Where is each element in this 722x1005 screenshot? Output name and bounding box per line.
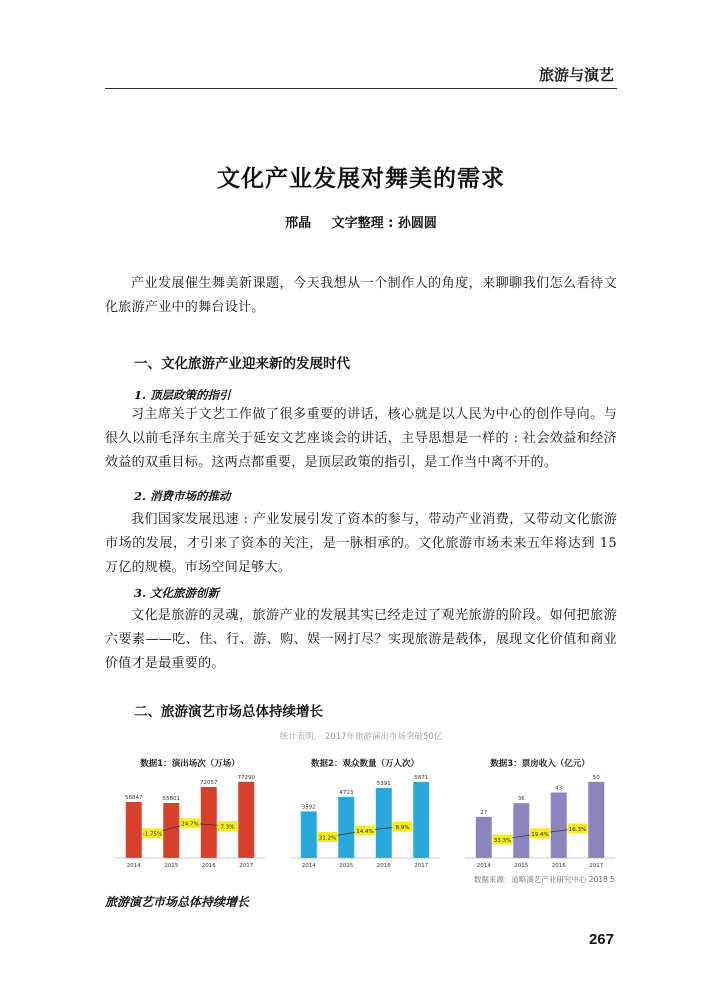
- chart-2-bar: [301, 811, 317, 858]
- chart-3-category-label: 2016: [551, 863, 566, 869]
- byline: [0, 212, 722, 231]
- chart-1-bar: [163, 803, 179, 858]
- chart-1-value-label: 72057: [200, 779, 218, 786]
- chart-1-bar: [126, 802, 142, 858]
- bar-charts-svg: [105, 728, 617, 888]
- chart-2-value-label: 4713: [339, 789, 354, 796]
- chart-1-category-label: 2014: [126, 863, 141, 869]
- paragraph-3: 文化是旅游的灵魂，旅游产业的发展其实已经走过了观光旅游的阶段。如何把旅游六要素——吃、住、行、游、购、娱一网打尽？实现旅游是载体，展现文化价值和商业价值才是最重要的。: [105, 608, 617, 671]
- chart-1-category-label: 2017: [239, 863, 254, 869]
- chart-1-category-label: 2016: [201, 863, 216, 869]
- chart-3-bar: [513, 803, 529, 858]
- market-growth-figure: [105, 728, 617, 888]
- chart-2-value-label: 3592: [301, 804, 316, 811]
- running-header: 旅游与演艺: [538, 66, 614, 84]
- chart-1-growth-label: 7.3%: [220, 824, 235, 831]
- chart-3-bar: [588, 782, 604, 858]
- subheading-3: 3. 文化旅游创新: [134, 586, 220, 600]
- chart-3-bar: [551, 792, 567, 858]
- chart-2-growth-label: 14.4%: [356, 828, 374, 835]
- chart-1-bar: [201, 787, 217, 858]
- chart-1-growth-label: 24.7%: [181, 821, 199, 828]
- chart-3-value-label: 36: [517, 796, 525, 803]
- chart-3-category-label: 2015: [514, 863, 529, 869]
- chart-1-bar: [238, 782, 254, 858]
- section-1-heading: 一、文化旅游产业迎来新的发展时代: [134, 356, 350, 372]
- chart-2-bar: [413, 782, 429, 858]
- paragraph-2: 我们国家发展迅速 : 产业发展引发了资本的参与，带动产业消费，又带动文化旅游市场的发展，才引来了资本的关注，是一脉相承的。文化旅游市场未来五年将达到 15 万亿的规模。市场空间足够大。: [105, 512, 617, 575]
- subheading-1: 1. 顶层政策的指引: [134, 388, 231, 402]
- section-2-heading: 二、旅游演艺市场总体持续增长: [134, 704, 323, 720]
- author-name: 邢晶: [285, 216, 312, 231]
- figure-caption: 旅游演艺市场总体持续增长: [105, 895, 250, 909]
- editor-credit: 文字整理 : 孙圆圆: [331, 216, 437, 231]
- chart-2-value-label: 5391: [376, 781, 391, 788]
- chart-3-bar: [476, 817, 492, 858]
- chart-1-category-label: 2015: [164, 863, 179, 869]
- header-rule: [105, 88, 617, 89]
- chart-3-growth-label: 19.4%: [531, 831, 549, 838]
- chart-3-category-label: 2017: [589, 863, 604, 869]
- figure-source: 数据来源：道略演艺产业研究中心 2018.5: [473, 875, 615, 884]
- chart-2-bar: [338, 797, 354, 858]
- chart-2-category-label: 2017: [414, 863, 429, 869]
- chart-2-growth-label: 31.2%: [318, 835, 337, 842]
- figure-top-note: 统计表明， 2017年旅游演出市场突破50亿: [279, 732, 443, 742]
- chart-1-value-label: 55801: [162, 795, 180, 802]
- chart-3-growth-label: 33.3%: [493, 837, 512, 844]
- chart-1-growth-label: -1.75%: [142, 831, 163, 838]
- chart-2-category-label: 2014: [301, 863, 316, 869]
- chart-3-value-label: 27: [480, 809, 488, 816]
- page-number: 267: [588, 931, 614, 948]
- chart-1-title: 数据1：演出场次（万场）: [140, 759, 240, 769]
- chart-2-category-label: 2016: [376, 863, 391, 869]
- intro-paragraph: 产业发展催生舞美新课题，今天我想从一个制作人的角度，来聊聊我们怎么看待文化旅游产业中的舞台设计。: [105, 276, 617, 315]
- chart-3-title: 数据3：票房收入（亿元）: [490, 759, 590, 769]
- subheading-2: 2. 消费市场的推动: [134, 489, 231, 503]
- article-title: 文化产业发展对舞美的需求: [217, 166, 505, 192]
- chart-3-growth-label: 16.3%: [568, 827, 587, 834]
- chart-3-value-label: 50: [592, 774, 600, 781]
- chart-2-growth-label: 8.9%: [395, 825, 410, 832]
- chart-2-bar: [376, 788, 392, 858]
- chart-2-category-label: 2015: [339, 863, 354, 869]
- chart-2-title: 数据2：观众数量（万人次）: [311, 759, 419, 769]
- chart-2-value-label: 5871: [414, 774, 429, 781]
- paragraph-1: 习主席关于文艺工作做了很多重要的讲话，核心就是以人民为中心的创作导向。与很久以前毛泽东主席关于延安文艺座谈会的讲话，主导思想是一样的 : 社会效益和经济效益的双重目标。这两点都重要，是顶层政策的指引，是工作当中离不开的。: [105, 407, 617, 470]
- chart-3-category-label: 2014: [476, 863, 491, 869]
- chart-1-value-label: 77290: [237, 774, 255, 781]
- chart-3-value-label: 43: [555, 785, 563, 792]
- chart-1-value-label: 56847: [125, 794, 143, 801]
